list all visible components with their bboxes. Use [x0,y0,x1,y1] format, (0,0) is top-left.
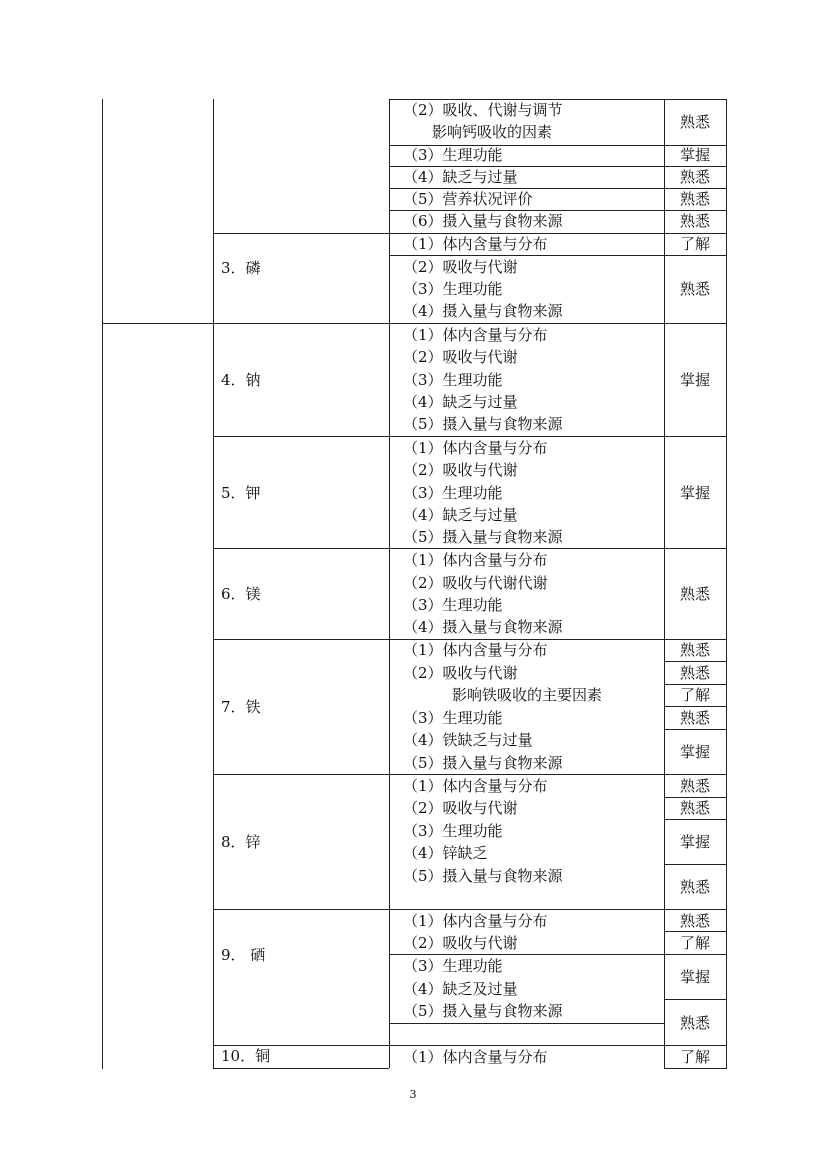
level-badge: 了解 [679,1048,710,1066]
phosphorus-item-4: （4）摄入量与食物来源 [403,302,563,320]
topic-sodium: 4．钠 [221,371,261,389]
potassium-item-1: （1）体内含量与分布 [403,439,548,457]
topic-magnesium: 6．镁 [221,585,261,603]
level-badge: 掌握 [679,484,710,502]
iron-item-2-sub: 影响铁吸收的主要因素 [452,686,603,704]
zinc-item-4: （4）锌缺乏 [403,844,488,862]
level-badge: 熟悉 [679,190,710,208]
calcium-item-6: （6）摄入量与食物来源 [403,212,563,230]
level-badge: 了解 [679,686,710,704]
topic-phosphorus: 3．磷 [221,259,261,277]
magnesium-item-3: （3）生理功能 [403,596,503,614]
level-badge: 熟悉 [679,799,710,817]
potassium-item-2: （2）吸收与代谢 [403,461,518,479]
zinc-item-5: （5）摄入量与食物来源 [403,867,563,885]
calcium-item-4: （4）缺乏与过量 [403,168,518,186]
zinc-item-1: （1）体内含量与分布 [403,777,548,795]
level-badge: 掌握 [679,371,710,389]
iron-item-2: （2）吸收与代谢 [403,664,518,682]
level-badge: 熟悉 [679,777,710,795]
zinc-item-2: （2）吸收与代谢 [403,799,518,817]
level-badge: 熟悉 [679,1014,710,1032]
selenium-item-5: （5）摄入量与食物来源 [403,1002,563,1020]
level-badge: 熟悉 [679,280,710,298]
selenium-item-1: （1）体内含量与分布 [403,912,548,930]
sodium-item-2: （2）吸收与代谢 [403,348,518,366]
phosphorus-item-3: （3）生理功能 [403,280,503,298]
iron-item-4: （4）铁缺乏与过量 [403,731,533,749]
iron-item-3: （3）生理功能 [403,709,503,727]
topic-zinc: 8．锌 [221,833,261,851]
sodium-item-5: （5）摄入量与食物来源 [403,415,563,433]
potassium-item-3: （3）生理功能 [403,484,503,502]
page-number: 3 [409,1088,417,1101]
sodium-item-3: （3）生理功能 [403,371,503,389]
copper-item-1: （1）体内含量与分布 [403,1048,548,1066]
level-badge: 掌握 [679,146,710,164]
selenium-item-4: （4）缺乏及过量 [403,980,518,998]
calcium-item-2-sub: 影响钙吸收的因素 [432,123,553,141]
iron-item-5: （5）摄入量与食物来源 [403,754,563,772]
potassium-item-5: （5）摄入量与食物来源 [403,528,563,546]
level-badge: 掌握 [679,968,710,986]
level-badge: 熟悉 [679,212,710,230]
level-badge: 熟悉 [679,664,710,682]
topic-selenium: 9． 硒 [221,946,266,964]
level-badge: 熟悉 [679,912,710,930]
phosphorus-item-1: （1）体内含量与分布 [403,235,548,253]
calcium-item-5: （5）营养状况评价 [403,190,533,208]
sodium-item-4: （4）缺乏与过量 [403,393,518,411]
potassium-item-4: （4）缺乏与过量 [403,506,518,524]
phosphorus-item-2: （2）吸收与代谢 [403,258,518,276]
calcium-item-3: （3）生理功能 [403,146,503,164]
level-badge: 了解 [679,934,710,952]
calcium-item-2: （2）吸收、代谢与调节 [403,101,563,119]
selenium-item-3: （3）生理功能 [403,957,503,975]
sodium-item-1: （1）体内含量与分布 [403,326,548,344]
topic-copper: 10．铜 [221,1047,271,1065]
level-badge: 熟悉 [679,168,710,186]
zinc-item-3: （3）生理功能 [403,822,503,840]
level-badge: 熟悉 [679,641,710,659]
level-badge: 掌握 [679,743,710,761]
iron-item-1: （1）体内含量与分布 [403,641,548,659]
level-badge: 熟悉 [679,709,710,727]
magnesium-item-4: （4）摄入量与食物来源 [403,618,563,636]
level-badge: 熟悉 [679,878,710,896]
topic-iron: 7．铁 [221,698,261,716]
selenium-item-2: （2）吸收与代谢 [403,934,518,952]
level-badge: 熟悉 [679,113,710,131]
topic-potassium: 5．钾 [221,484,261,502]
level-badge: 熟悉 [679,585,710,603]
level-badge: 掌握 [679,833,710,851]
magnesium-item-1: （1）体内含量与分布 [403,551,548,569]
magnesium-item-2: （2）吸收与代谢代谢 [403,574,548,592]
level-badge: 了解 [679,235,710,253]
